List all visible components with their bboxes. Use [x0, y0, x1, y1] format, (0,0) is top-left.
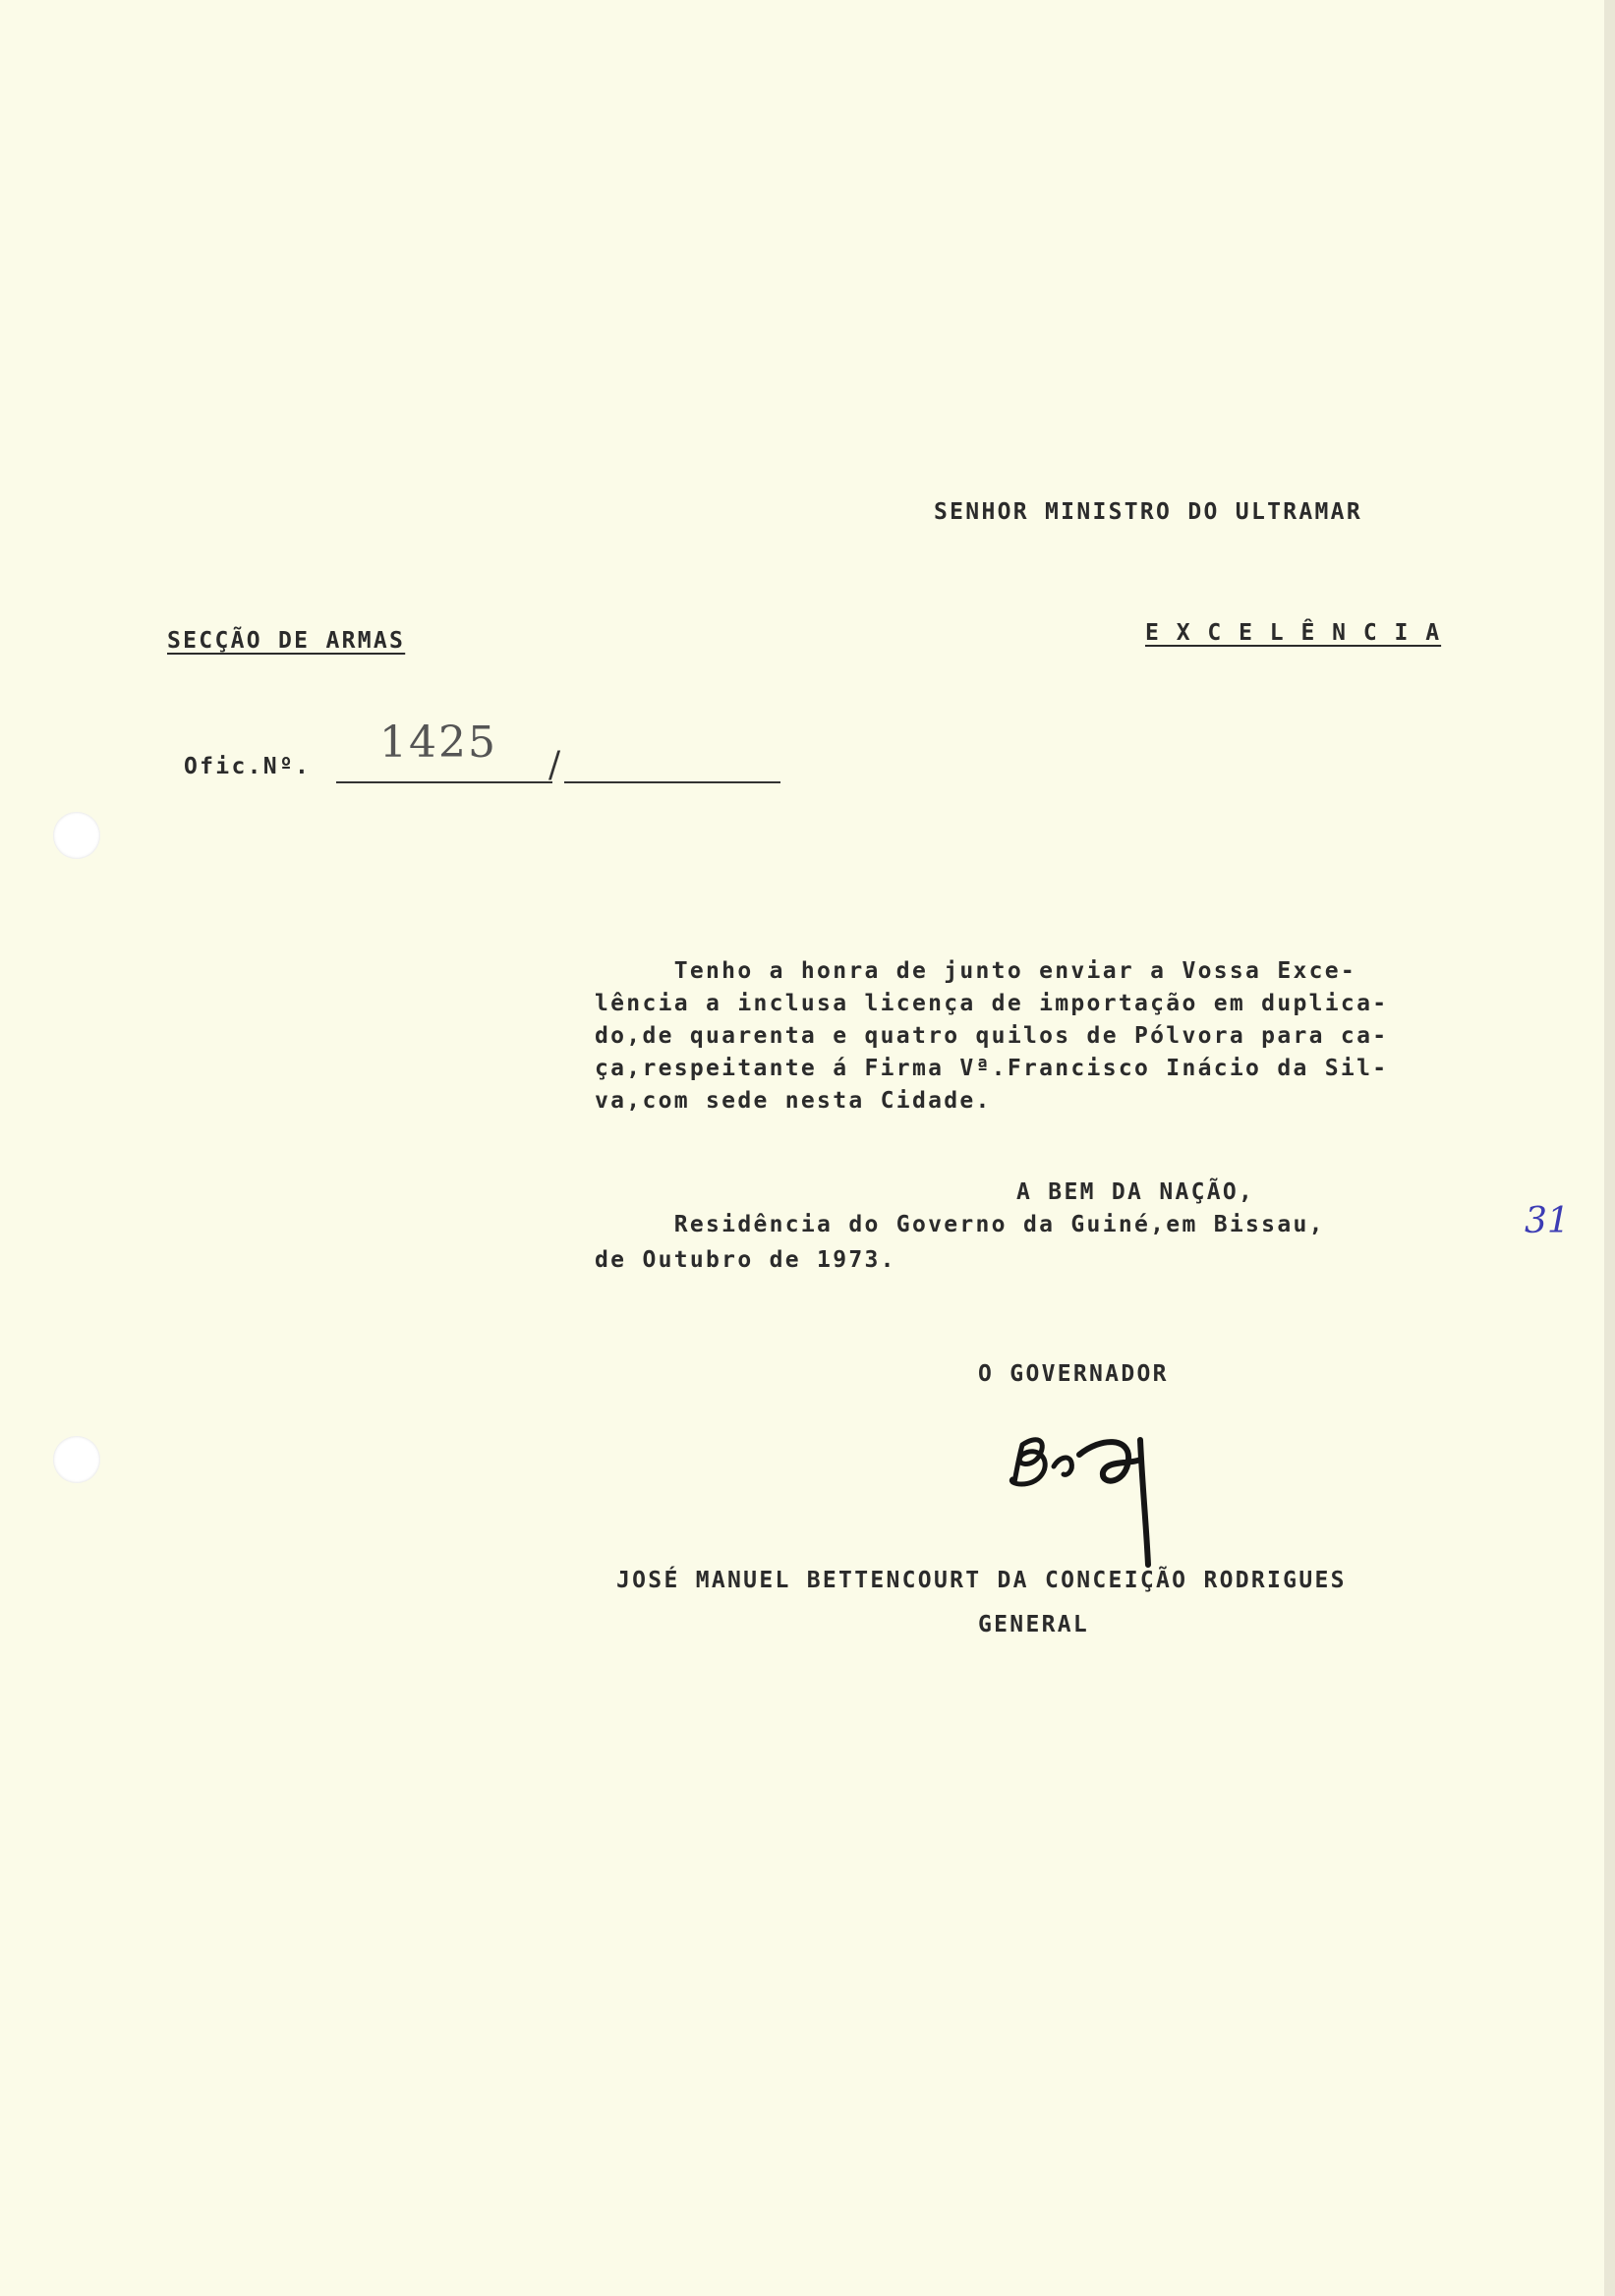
signatory-rank: GENERAL	[978, 1612, 1090, 1637]
closing-motto: A BEM DA NAÇÃO,	[1016, 1179, 1255, 1205]
reference-year-line	[564, 781, 780, 783]
closing-place: Residência do Governo da Guiné,em Bissau,	[595, 1212, 1325, 1237]
signatory-title: O GOVERNADOR	[978, 1361, 1169, 1387]
body-line: lência a inclusa licença de importação em duplica-	[595, 991, 1389, 1016]
body-line: va,com sede nesta Cidade.	[595, 1088, 992, 1114]
addressee: SENHOR MINISTRO DO ULTRAMAR	[934, 499, 1362, 525]
body-line: ça,respeitante á Firma Vª.Francisco Inácio da Sil-	[595, 1056, 1389, 1081]
punch-hole	[53, 812, 100, 859]
letter-body	[595, 955, 1388, 1118]
reference-number-line	[336, 781, 552, 783]
reference-separator: /	[548, 745, 561, 785]
body-line: do,de quarenta e quatro quilos de Pólvora para ca-	[595, 1023, 1389, 1049]
punch-hole	[53, 1436, 100, 1483]
reference-label: Ofic.Nº.	[184, 754, 312, 779]
body-line: Tenho a honra de junto enviar a Vossa Exce-	[595, 958, 1357, 984]
closing-date: de Outubro de 1973.	[595, 1247, 896, 1273]
section-title: SECÇÃO DE ARMAS	[167, 628, 406, 654]
handwritten-day: 31	[1525, 1201, 1570, 1241]
page-edge	[1604, 0, 1615, 2296]
signature-scribble	[993, 1415, 1189, 1573]
salutation: E X C E L Ê N C I A	[1145, 620, 1442, 646]
signatory-name: JOSÉ MANUEL BETTENCOURT DA CONCEIÇÃO RODRIGUES	[616, 1568, 1347, 1593]
reference-number: 1425	[379, 718, 497, 768]
